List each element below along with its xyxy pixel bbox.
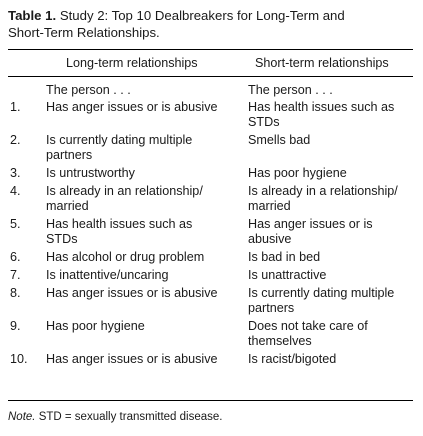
long-term-cell [46,319,241,334]
short-term-cell-line: STDs [248,115,280,129]
short-term-cell-line: themselves [248,334,312,348]
long-term-cell [46,166,241,181]
long-term-cell-line: Is untrustworthy [46,166,135,180]
row-number: 8. [10,286,21,300]
row-number: 5. [10,217,21,231]
short-term-cell [248,319,418,349]
short-term-cell-line: abusive [248,232,292,246]
long-term-cell [46,133,241,163]
short-term-cell [248,250,418,265]
long-term-cell [46,268,241,283]
header-rule [8,76,413,77]
note-text: STD = sexually transmitted disease. [35,411,223,423]
header-short-term: Short-term relationships [255,56,389,70]
short-term-cell [248,184,418,214]
short-term-cell [248,286,418,316]
long-term-cell-line: Has alcohol or drug problem [46,250,205,264]
row-number: 9. [10,319,21,333]
long-term-cell-line: Has anger issues or is abusive [46,352,218,366]
short-term-cell [248,100,418,130]
long-term-cell [46,352,241,367]
long-term-cell [46,217,241,247]
preamble-long: The person . . . [46,83,131,97]
short-term-cell-line: Has anger issues or is [248,217,373,231]
table-row [0,100,423,133]
long-term-cell-line: Is inattentive/uncaring [46,268,169,282]
bottom-rule [8,400,413,401]
table-row [0,352,423,370]
short-term-cell-line: Has poor hygiene [248,166,347,180]
row-number: 2. [10,133,21,147]
short-term-cell [248,268,418,283]
table-row [0,166,423,184]
short-term-cell-line: Smells bad [248,133,311,147]
long-term-cell [46,100,241,115]
short-term-cell [248,133,418,148]
preamble-row [0,83,423,100]
table-row [0,133,423,166]
short-term-cell-line: Does not take care of [248,319,368,333]
long-term-cell-line: STDs [46,232,78,246]
short-term-cell-line: Is already in a relationship/ [248,184,398,198]
long-term-cell-line: married [46,199,89,213]
long-term-cell-line: Has anger issues or is abusive [46,100,218,114]
long-term-cell-line: Has anger issues or is abusive [46,286,218,300]
row-number: 10. [10,352,28,366]
note-label: Note. [8,411,36,423]
table-row [0,250,423,268]
short-term-cell-line: married [248,199,291,213]
row-number: 4. [10,184,21,198]
long-term-cell [46,250,241,265]
caption-line-1 [8,7,413,24]
short-term-cell [248,166,418,181]
table-row [0,319,423,352]
table-row [0,286,423,319]
long-term-cell-line: partners [46,148,93,162]
long-term-cell-line: Is already in an relationship/ [46,184,203,198]
table-caption [8,7,413,41]
long-term-cell-line: Has health issues such as [46,217,193,231]
short-term-cell-line: Is racist/bigoted [248,352,337,366]
table-title-line-2: Short-Term Relationships. [8,25,160,40]
table-label: Table 1. [8,8,57,23]
short-term-cell-line: partners [248,301,295,315]
table-title-line-1: Study 2: Top 10 Dealbreakers for Long-Term and [59,8,345,23]
short-term-cell [248,217,418,247]
table-row [0,217,423,250]
short-term-cell-line: Is unattractive [248,268,327,282]
top-rule [8,49,413,50]
table-row [0,268,423,286]
short-term-cell-line: Is bad in bed [248,250,321,264]
short-term-cell-line: Is currently dating multiple [248,286,395,300]
short-term-cell [248,352,418,367]
header-long-term: Long-term relationships [66,56,198,70]
short-term-cell-line: Has health issues such as [248,100,395,114]
table-body [0,83,423,370]
long-term-cell [46,286,241,301]
row-number: 7. [10,268,21,282]
long-term-cell [46,184,241,214]
row-number: 1. [10,100,21,114]
long-term-cell-line: Is currently dating multiple [46,133,193,147]
table-row [0,184,423,217]
preamble-short: The person . . . [248,83,333,97]
long-term-cell-line: Has poor hygiene [46,319,145,333]
table-note [8,410,222,424]
row-number: 6. [10,250,21,264]
row-number: 3. [10,166,21,180]
